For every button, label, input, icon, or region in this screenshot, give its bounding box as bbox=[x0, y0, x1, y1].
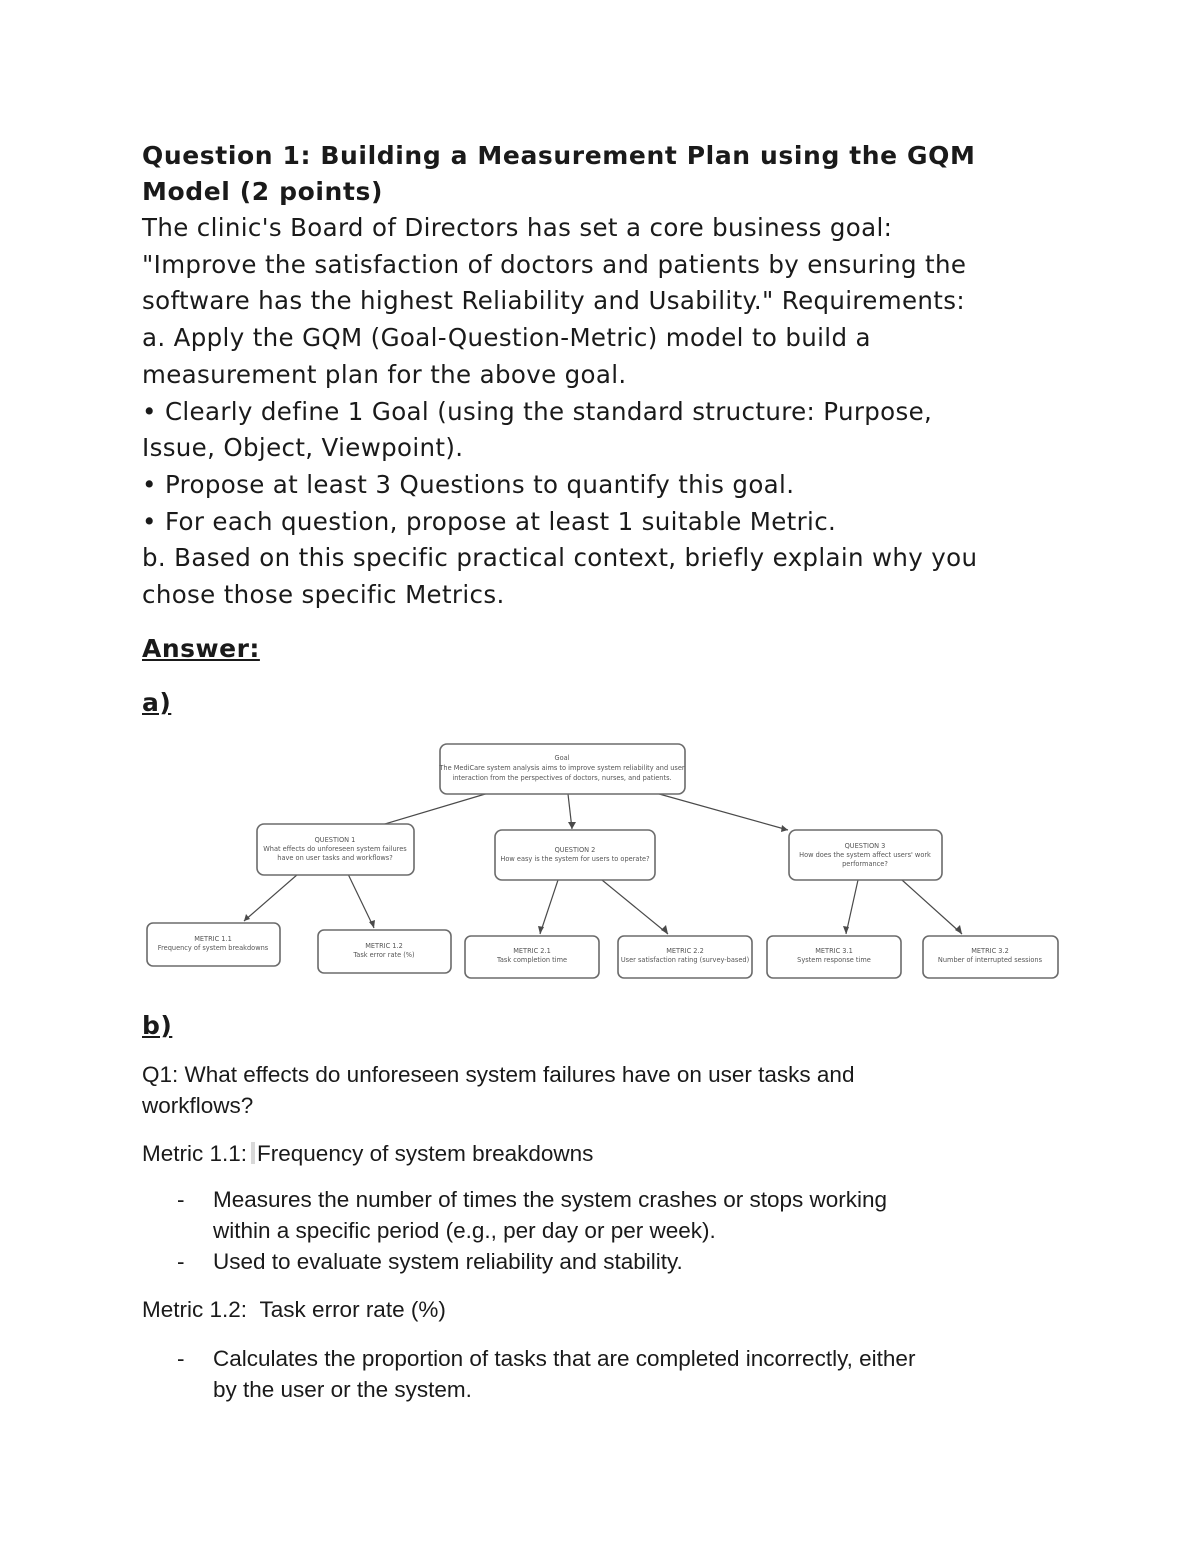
question-title-line-1: Question 1: Building a Measurement Plan using the GQM bbox=[142, 141, 976, 170]
answer-heading: Answer: bbox=[142, 634, 260, 663]
metric-1-2-label: Metric 1.2: bbox=[142, 1297, 248, 1322]
text-cursor-marker bbox=[251, 1142, 255, 1164]
metric-1-2-name: Task error rate (%) bbox=[259, 1297, 446, 1322]
list-item bbox=[142, 1246, 1082, 1277]
metric-2-1-label: METRIC 2.1 bbox=[513, 947, 551, 955]
q1-line: workflows? bbox=[142, 1093, 254, 1118]
question-text-line: • Clearly define 1 Goal (using the standard structure: Purpose, bbox=[142, 396, 933, 426]
metric-2-2-text: User satisfaction rating (survey-based) bbox=[620, 956, 750, 964]
question-2-text: How easy is the system for users to operate? bbox=[500, 855, 650, 863]
metric-3-2-text: Number of interrupted sessions bbox=[937, 956, 1043, 964]
question-text-line: "Improve the satisfaction of doctors and patients by ensuring the bbox=[142, 249, 967, 279]
question-text-line: a. Apply the GQM (Goal-Question-Metric) model to build a bbox=[142, 323, 871, 353]
bullet-line: Measures the number of times the system crashes or stops working bbox=[213, 1187, 888, 1212]
metric-1-1-label: METRIC 1.1 bbox=[194, 935, 232, 943]
metric-2-2-label: METRIC 2.2 bbox=[666, 947, 704, 955]
arrowhead bbox=[369, 920, 375, 928]
metric-node-1-2 bbox=[318, 930, 451, 973]
part-b-heading: b) bbox=[142, 1011, 173, 1040]
metric-node-3-1 bbox=[767, 936, 901, 978]
question-3-label: QUESTION 3 bbox=[844, 842, 886, 850]
q1-line: Q1: What effects do unforeseen system failures have on user tasks and bbox=[142, 1062, 855, 1087]
bullet-line: within a specific period (e.g., per day or per week). bbox=[213, 1218, 716, 1243]
list-item bbox=[142, 1184, 1082, 1246]
part-a-heading: a) bbox=[142, 688, 172, 717]
goal-node bbox=[438, 744, 685, 794]
question-text-line: chose those specific Metrics. bbox=[142, 580, 505, 610]
goal-text-line: The MediCare system analysis aims to improve system reliability and user bbox=[439, 764, 685, 772]
edge-q1-m12 bbox=[348, 874, 374, 928]
question-node-2 bbox=[495, 830, 655, 880]
bullet-line: Calculates the proportion of tasks that are completed incorrectly, either bbox=[213, 1346, 916, 1371]
dash-bullet: - bbox=[177, 1249, 185, 1274]
question-text-line: measurement plan for the above goal. bbox=[142, 359, 627, 389]
metric-3-2-label: METRIC 3.2 bbox=[971, 947, 1009, 955]
bullet-line: by the user or the system. bbox=[213, 1377, 472, 1402]
arrowhead bbox=[661, 925, 668, 934]
question-1-label: QUESTION 1 bbox=[314, 836, 356, 844]
question-text-line: Issue, Object, Viewpoint). bbox=[142, 433, 464, 463]
dash-bullet: - bbox=[177, 1346, 185, 1371]
goal-label: Goal bbox=[554, 754, 570, 762]
metric-1-2-text: Task error rate (%) bbox=[353, 951, 415, 959]
question-1-text: have on user tasks and workflows? bbox=[277, 854, 393, 862]
question-3-text: How does the system affect users' work bbox=[799, 851, 931, 859]
edge-goal-q3 bbox=[652, 792, 788, 830]
metric-2-1-text: Task completion time bbox=[496, 956, 568, 964]
edge-q2-m21 bbox=[540, 880, 558, 934]
edge-goal-q1 bbox=[378, 792, 492, 826]
question-block bbox=[142, 138, 1082, 614]
metric-1-1-label: Metric 1.1: bbox=[142, 1141, 248, 1166]
list-item bbox=[142, 1343, 1082, 1405]
metric-node-2-2 bbox=[618, 936, 752, 978]
question-node-1 bbox=[257, 824, 414, 875]
edge-q2-m22 bbox=[602, 880, 668, 934]
metric-3-1-text: System response time bbox=[797, 956, 871, 964]
question-text-line: • For each question, propose at least 1 suitable Metric. bbox=[142, 506, 837, 536]
question-2-label: QUESTION 2 bbox=[554, 846, 596, 854]
question-node-3 bbox=[789, 830, 942, 880]
arrowhead bbox=[568, 822, 576, 829]
question-3-text: performance? bbox=[842, 860, 888, 868]
arrowhead bbox=[781, 825, 788, 832]
metric-1-1-name: Frequency of system breakdowns bbox=[257, 1141, 594, 1166]
metric-1-2-bullets bbox=[142, 1343, 1082, 1405]
metric-node-2-1 bbox=[465, 936, 599, 978]
question-text-line: b. Based on this specific practical context, briefly explain why you bbox=[142, 543, 978, 573]
metric-1-1-bullets bbox=[142, 1184, 1082, 1277]
edge-q3-m32 bbox=[902, 880, 962, 934]
metric-node-3-2 bbox=[923, 936, 1058, 978]
goal-text-line: interaction from the perspectives of doctors, nurses, and patients. bbox=[452, 774, 672, 782]
dash-bullet: - bbox=[177, 1187, 185, 1212]
metric-node-1-1 bbox=[147, 923, 280, 966]
arrowhead bbox=[244, 914, 250, 921]
gqm-diagram bbox=[140, 738, 1066, 988]
edge-q3-m31 bbox=[846, 880, 858, 934]
q1-heading bbox=[142, 1059, 1082, 1121]
metric-1-2-label: METRIC 1.2 bbox=[365, 942, 403, 950]
metric-1-1-heading bbox=[142, 1138, 1082, 1169]
question-text-line: • Propose at least 3 Questions to quantify this goal. bbox=[142, 469, 795, 499]
edge-q1-m11 bbox=[244, 874, 298, 921]
question-title-line-2: Model (2 points) bbox=[142, 177, 383, 206]
arrowhead bbox=[843, 926, 849, 934]
question-text-line: software has the highest Reliability and Usability." Requirements: bbox=[142, 286, 965, 316]
metric-1-1-text: Frequency of system breakdowns bbox=[157, 944, 269, 952]
bullet-line: Used to evaluate system reliability and stability. bbox=[213, 1249, 683, 1274]
gqm-diagram-svg bbox=[140, 738, 1066, 988]
arrowhead bbox=[955, 925, 962, 934]
question-text-line: The clinic's Board of Directors has set a core business goal: bbox=[142, 213, 893, 242]
metric-3-1-label: METRIC 3.1 bbox=[815, 947, 853, 955]
question-1-text: What effects do unforeseen system failures bbox=[263, 845, 407, 853]
metric-1-2-heading bbox=[142, 1294, 1082, 1325]
